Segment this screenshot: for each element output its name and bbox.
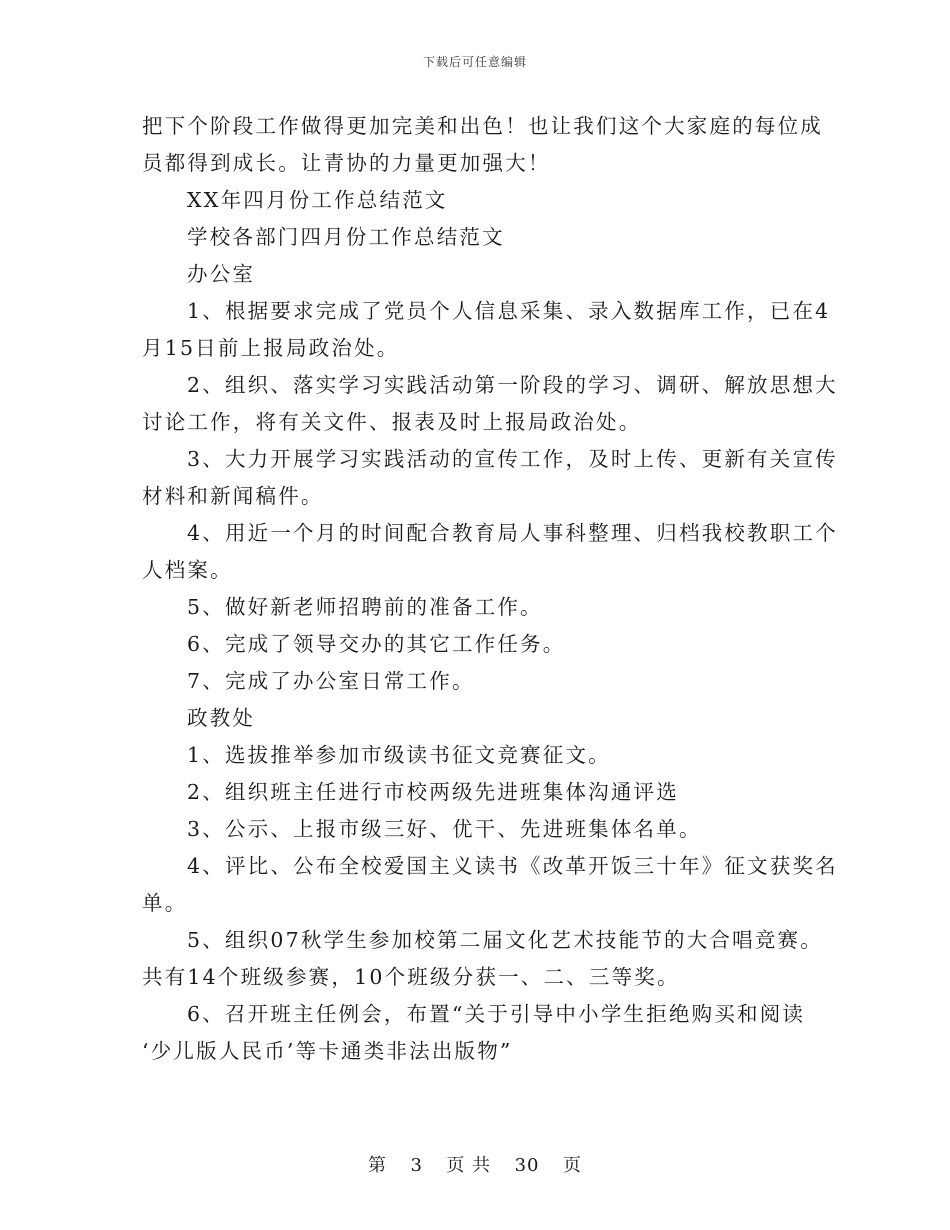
text-line: 3、大力开展学习实践活动的宣传工作，及时上传、更新有关宣传 xyxy=(187,447,838,471)
text-line: 5、组织07秋学生参加校第二届文化艺术技能节的大合唱竞赛。 xyxy=(187,928,823,952)
text-line: 员都得到成长。让青协的力量更加强大！ xyxy=(142,151,551,175)
department-heading-political: 政教处 xyxy=(187,706,256,730)
text-line: 2、组织班主任进行市校两级先进班集体沟通评选 xyxy=(187,780,679,804)
text-line: 2、组织、落实学习实践活动第一阶段的学习、调研、解放思想大 xyxy=(187,373,838,397)
total-pages-number: 30 xyxy=(514,1155,540,1176)
section-title: XX年四月份工作总结范文 xyxy=(187,188,448,212)
text-line: 4、评比、公布全校爱国主义读书《改革开饭三十年》征文获奖名 xyxy=(187,854,838,878)
current-page-number: 3 xyxy=(410,1155,423,1176)
text-line: 6、召开班主任例会，布置“关于引导中小学生拒绝购买和阅读 xyxy=(187,1002,806,1026)
footer-middle: 页 共 xyxy=(446,1155,492,1176)
page-header-note: 下载后可任意编辑 xyxy=(422,55,527,69)
document-body xyxy=(142,108,838,1070)
text-line: 4、用近一个月的时间配合教育局人事科整理、归档我校教职工个 xyxy=(187,521,838,545)
text-line: 5、做好新老师招聘前的准备工作。 xyxy=(187,595,543,619)
text-line: 讨论工作，将有关文件、报表及时上报局政治处。 xyxy=(142,410,642,434)
text-line: 共有14个班级参赛，10个班级分获一、二、三等奖。 xyxy=(142,965,680,989)
text-line: 人档案。 xyxy=(142,558,233,582)
text-line: 材料和新闻稿件。 xyxy=(142,484,324,508)
text-line: 7、完成了办公室日常工作。 xyxy=(187,669,475,693)
footer-suffix: 页 xyxy=(562,1155,582,1176)
text-line: 3、公示、上报市级三好、优干、先进班集体名单。 xyxy=(187,817,702,841)
text-line: 1、选拔推举参加市级读书征文竞赛征文。 xyxy=(187,743,611,767)
page-footer xyxy=(0,1151,950,1177)
text-line: 月15日前上报局政治处。 xyxy=(142,336,400,360)
department-heading-office: 办公室 xyxy=(187,262,256,286)
text-line: 把下个阶段工作做得更加完美和出色！也让我们这个大家庭的每位成 xyxy=(142,114,823,138)
footer-prefix: 第 xyxy=(368,1155,388,1176)
text-line: ‘少儿版人民币’等卡通类非法出版物” xyxy=(142,1039,513,1063)
section-subtitle: 学校各部门四月份工作总结范文 xyxy=(187,225,505,249)
text-line: 6、完成了领导交办的其它工作任务。 xyxy=(187,632,566,656)
text-line: 单。 xyxy=(142,891,188,915)
text-line: 1、根据要求完成了党员个人信息采集、录入数据库工作，已在4 xyxy=(187,299,831,323)
